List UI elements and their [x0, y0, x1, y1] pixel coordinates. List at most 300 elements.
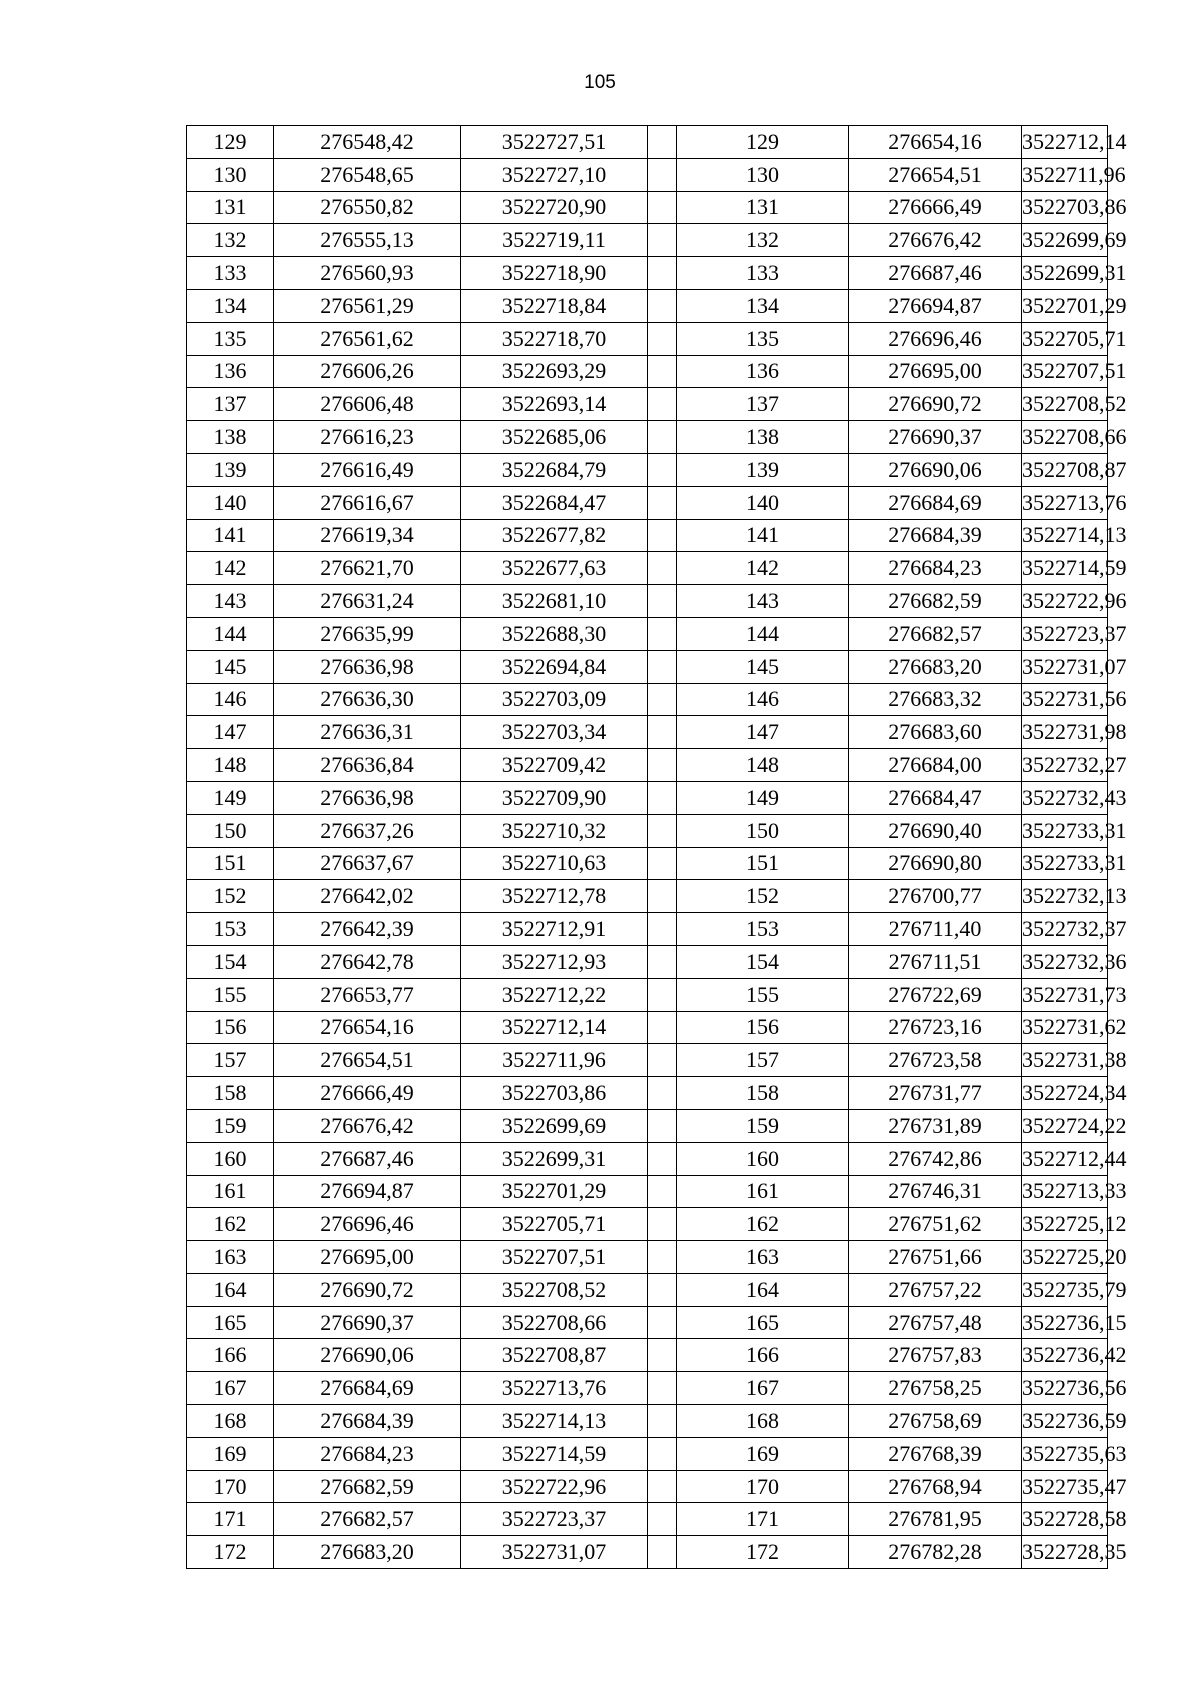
empty-spacer-cell: [648, 1273, 677, 1306]
x-coordinate-left: 276636,84: [274, 749, 461, 782]
x-coordinate-right: 276690,06: [849, 453, 1022, 486]
point-number-left: 172: [187, 1536, 274, 1569]
empty-spacer-cell: [648, 322, 677, 355]
table-row: [187, 552, 1108, 585]
y-coordinate-left: 3522714,59: [461, 1437, 648, 1470]
point-number-right: 154: [677, 945, 849, 978]
x-coordinate-right: 276723,58: [849, 1044, 1022, 1077]
x-coordinate-left: 276548,65: [274, 158, 461, 191]
table-row: [187, 1470, 1108, 1503]
empty-spacer-cell: [648, 1208, 677, 1241]
point-number-right: 168: [677, 1405, 849, 1438]
empty-spacer-cell: [648, 388, 677, 421]
y-coordinate-right: 3522732,43: [1022, 781, 1108, 814]
x-coordinate-right: 276666,49: [849, 191, 1022, 224]
y-coordinate-left: 3522688,30: [461, 617, 648, 650]
table-row: [187, 289, 1108, 322]
x-coordinate-right: 276723,16: [849, 1011, 1022, 1044]
y-coordinate-left: 3522718,70: [461, 322, 648, 355]
x-coordinate-right: 276690,80: [849, 847, 1022, 880]
point-number-right: 131: [677, 191, 849, 224]
point-number-right: 135: [677, 322, 849, 355]
x-coordinate-left: 276684,23: [274, 1437, 461, 1470]
y-coordinate-right: 3522731,38: [1022, 1044, 1108, 1077]
empty-spacer-cell: [648, 749, 677, 782]
x-coordinate-right: 276711,40: [849, 913, 1022, 946]
y-coordinate-right: 3522708,66: [1022, 421, 1108, 454]
point-number-left: 162: [187, 1208, 274, 1241]
y-coordinate-right: 3522713,33: [1022, 1175, 1108, 1208]
x-coordinate-left: 276684,69: [274, 1372, 461, 1405]
table-row: [187, 224, 1108, 257]
empty-spacer-cell: [648, 1175, 677, 1208]
y-coordinate-right: 3522705,71: [1022, 322, 1108, 355]
point-number-right: 142: [677, 552, 849, 585]
y-coordinate-right: 3522703,86: [1022, 191, 1108, 224]
y-coordinate-right: 3522732,13: [1022, 880, 1108, 913]
y-coordinate-left: 3522693,14: [461, 388, 648, 421]
empty-spacer-cell: [648, 1011, 677, 1044]
point-number-right: 151: [677, 847, 849, 880]
point-number-left: 147: [187, 716, 274, 749]
point-number-right: 137: [677, 388, 849, 421]
table-row: [187, 158, 1108, 191]
x-coordinate-left: 276654,16: [274, 1011, 461, 1044]
point-number-left: 142: [187, 552, 274, 585]
empty-spacer-cell: [648, 978, 677, 1011]
x-coordinate-left: 276676,42: [274, 1109, 461, 1142]
point-number-left: 155: [187, 978, 274, 1011]
point-number-left: 168: [187, 1405, 274, 1438]
y-coordinate-right: 3522731,73: [1022, 978, 1108, 1011]
point-number-right: 155: [677, 978, 849, 1011]
x-coordinate-right: 276684,47: [849, 781, 1022, 814]
y-coordinate-right: 3522728,35: [1022, 1536, 1108, 1569]
x-coordinate-right: 276694,87: [849, 289, 1022, 322]
point-number-right: 133: [677, 257, 849, 290]
y-coordinate-right: 3522708,52: [1022, 388, 1108, 421]
empty-spacer-cell: [648, 486, 677, 519]
x-coordinate-left: 276631,24: [274, 585, 461, 618]
y-coordinate-right: 3522736,15: [1022, 1306, 1108, 1339]
y-coordinate-left: 3522709,90: [461, 781, 648, 814]
empty-spacer-cell: [648, 1044, 677, 1077]
y-coordinate-right: 3522699,31: [1022, 257, 1108, 290]
empty-spacer-cell: [648, 1536, 677, 1569]
y-coordinate-right: 3522735,79: [1022, 1273, 1108, 1306]
y-coordinate-left: 3522710,63: [461, 847, 648, 880]
y-coordinate-right: 3522725,20: [1022, 1241, 1108, 1274]
y-coordinate-left: 3522684,79: [461, 453, 648, 486]
y-coordinate-right: 3522732,36: [1022, 945, 1108, 978]
y-coordinate-right: 3522728,58: [1022, 1503, 1108, 1536]
point-number-left: 148: [187, 749, 274, 782]
x-coordinate-right: 276751,66: [849, 1241, 1022, 1274]
table-row: [187, 1405, 1108, 1438]
point-number-right: 169: [677, 1437, 849, 1470]
table-row: [187, 453, 1108, 486]
y-coordinate-left: 3522712,78: [461, 880, 648, 913]
table-row: [187, 1273, 1108, 1306]
empty-spacer-cell: [648, 552, 677, 585]
table-row: [187, 978, 1108, 1011]
x-coordinate-left: 276636,31: [274, 716, 461, 749]
point-number-left: 134: [187, 289, 274, 322]
y-coordinate-left: 3522703,09: [461, 683, 648, 716]
y-coordinate-left: 3522718,84: [461, 289, 648, 322]
y-coordinate-right: 3522722,96: [1022, 585, 1108, 618]
table-row: [187, 1306, 1108, 1339]
empty-spacer-cell: [648, 355, 677, 388]
y-coordinate-left: 3522727,10: [461, 158, 648, 191]
y-coordinate-right: 3522707,51: [1022, 355, 1108, 388]
x-coordinate-right: 276757,22: [849, 1273, 1022, 1306]
y-coordinate-left: 3522694,84: [461, 650, 648, 683]
y-coordinate-left: 3522708,87: [461, 1339, 648, 1372]
table-row: [187, 126, 1108, 159]
y-coordinate-right: 3522733,31: [1022, 814, 1108, 847]
table-row: [187, 913, 1108, 946]
table-row: [187, 355, 1108, 388]
x-coordinate-left: 276550,82: [274, 191, 461, 224]
x-coordinate-right: 276684,00: [849, 749, 1022, 782]
point-number-right: 147: [677, 716, 849, 749]
table-row: [187, 1175, 1108, 1208]
x-coordinate-left: 276616,23: [274, 421, 461, 454]
x-coordinate-left: 276606,48: [274, 388, 461, 421]
x-coordinate-right: 276654,51: [849, 158, 1022, 191]
x-coordinate-right: 276742,86: [849, 1142, 1022, 1175]
point-number-left: 144: [187, 617, 274, 650]
table-row: [187, 191, 1108, 224]
table-row: [187, 1503, 1108, 1536]
point-number-right: 165: [677, 1306, 849, 1339]
y-coordinate-left: 3522677,82: [461, 519, 648, 552]
x-coordinate-left: 276636,98: [274, 650, 461, 683]
x-coordinate-right: 276758,69: [849, 1405, 1022, 1438]
y-coordinate-right: 3522736,59: [1022, 1405, 1108, 1438]
x-coordinate-right: 276684,23: [849, 552, 1022, 585]
x-coordinate-left: 276642,78: [274, 945, 461, 978]
x-coordinate-right: 276781,95: [849, 1503, 1022, 1536]
x-coordinate-left: 276606,26: [274, 355, 461, 388]
table-row: [187, 1437, 1108, 1470]
empty-spacer-cell: [648, 1241, 677, 1274]
y-coordinate-left: 3522705,71: [461, 1208, 648, 1241]
y-coordinate-left: 3522684,47: [461, 486, 648, 519]
empty-spacer-cell: [648, 1503, 677, 1536]
x-coordinate-right: 276751,62: [849, 1208, 1022, 1241]
point-number-right: 140: [677, 486, 849, 519]
x-coordinate-left: 276682,59: [274, 1470, 461, 1503]
y-coordinate-left: 3522712,22: [461, 978, 648, 1011]
empty-spacer-cell: [648, 847, 677, 880]
y-coordinate-left: 3522718,90: [461, 257, 648, 290]
y-coordinate-right: 3522735,63: [1022, 1437, 1108, 1470]
point-number-left: 166: [187, 1339, 274, 1372]
y-coordinate-left: 3522713,76: [461, 1372, 648, 1405]
point-number-left: 132: [187, 224, 274, 257]
point-number-right: 152: [677, 880, 849, 913]
table-row: [187, 1011, 1108, 1044]
x-coordinate-right: 276711,51: [849, 945, 1022, 978]
x-coordinate-left: 276621,70: [274, 552, 461, 585]
y-coordinate-left: 3522703,86: [461, 1077, 648, 1110]
y-coordinate-right: 3522731,56: [1022, 683, 1108, 716]
empty-spacer-cell: [648, 617, 677, 650]
point-number-right: 150: [677, 814, 849, 847]
point-number-left: 154: [187, 945, 274, 978]
x-coordinate-right: 276757,83: [849, 1339, 1022, 1372]
x-coordinate-left: 276636,30: [274, 683, 461, 716]
table-row: [187, 1109, 1108, 1142]
y-coordinate-left: 3522707,51: [461, 1241, 648, 1274]
y-coordinate-right: 3522714,59: [1022, 552, 1108, 585]
point-number-left: 146: [187, 683, 274, 716]
point-number-right: 166: [677, 1339, 849, 1372]
empty-spacer-cell: [648, 191, 677, 224]
empty-spacer-cell: [648, 1109, 677, 1142]
table-row: [187, 1241, 1108, 1274]
x-coordinate-right: 276768,94: [849, 1470, 1022, 1503]
empty-spacer-cell: [648, 1077, 677, 1110]
table-row: [187, 1208, 1108, 1241]
table-row: [187, 1339, 1108, 1372]
point-number-right: 129: [677, 126, 849, 159]
point-number-left: 171: [187, 1503, 274, 1536]
empty-spacer-cell: [648, 453, 677, 486]
point-number-right: 171: [677, 1503, 849, 1536]
x-coordinate-right: 276687,46: [849, 257, 1022, 290]
point-number-right: 139: [677, 453, 849, 486]
table-row: [187, 421, 1108, 454]
point-number-right: 132: [677, 224, 849, 257]
x-coordinate-right: 276682,57: [849, 617, 1022, 650]
x-coordinate-left: 276555,13: [274, 224, 461, 257]
point-number-left: 150: [187, 814, 274, 847]
point-number-left: 151: [187, 847, 274, 880]
empty-spacer-cell: [648, 880, 677, 913]
x-coordinate-right: 276690,37: [849, 421, 1022, 454]
empty-spacer-cell: [648, 257, 677, 290]
point-number-right: 164: [677, 1273, 849, 1306]
x-coordinate-right: 276682,59: [849, 585, 1022, 618]
point-number-left: 159: [187, 1109, 274, 1142]
table-row: [187, 945, 1108, 978]
x-coordinate-left: 276637,26: [274, 814, 461, 847]
point-number-right: 134: [677, 289, 849, 322]
empty-spacer-cell: [648, 945, 677, 978]
empty-spacer-cell: [648, 781, 677, 814]
point-number-right: 143: [677, 585, 849, 618]
point-number-right: 157: [677, 1044, 849, 1077]
x-coordinate-left: 276637,67: [274, 847, 461, 880]
y-coordinate-left: 3522720,90: [461, 191, 648, 224]
x-coordinate-right: 276768,39: [849, 1437, 1022, 1470]
y-coordinate-right: 3522725,12: [1022, 1208, 1108, 1241]
point-number-right: 167: [677, 1372, 849, 1405]
empty-spacer-cell: [648, 585, 677, 618]
point-number-right: 149: [677, 781, 849, 814]
point-number-right: 170: [677, 1470, 849, 1503]
empty-spacer-cell: [648, 1405, 677, 1438]
x-coordinate-right: 276683,32: [849, 683, 1022, 716]
point-number-right: 138: [677, 421, 849, 454]
point-number-left: 139: [187, 453, 274, 486]
y-coordinate-left: 3522714,13: [461, 1405, 648, 1438]
y-coordinate-right: 3522723,37: [1022, 617, 1108, 650]
y-coordinate-left: 3522710,32: [461, 814, 648, 847]
table-row: [187, 585, 1108, 618]
x-coordinate-left: 276616,49: [274, 453, 461, 486]
point-number-right: 130: [677, 158, 849, 191]
point-number-right: 163: [677, 1241, 849, 1274]
x-coordinate-left: 276561,62: [274, 322, 461, 355]
y-coordinate-left: 3522699,69: [461, 1109, 648, 1142]
y-coordinate-right: 3522701,29: [1022, 289, 1108, 322]
y-coordinate-right: 3522724,22: [1022, 1109, 1108, 1142]
x-coordinate-left: 276616,67: [274, 486, 461, 519]
x-coordinate-left: 276642,02: [274, 880, 461, 913]
y-coordinate-left: 3522701,29: [461, 1175, 648, 1208]
x-coordinate-right: 276782,28: [849, 1536, 1022, 1569]
empty-spacer-cell: [648, 519, 677, 552]
coordinates-table: [186, 125, 1127, 1569]
point-number-left: 138: [187, 421, 274, 454]
x-coordinate-right: 276722,69: [849, 978, 1022, 1011]
empty-spacer-cell: [648, 814, 677, 847]
page-number: 105: [584, 72, 616, 93]
empty-spacer-cell: [648, 421, 677, 454]
empty-spacer-cell: [648, 289, 677, 322]
y-coordinate-left: 3522712,14: [461, 1011, 648, 1044]
y-coordinate-right: 3522713,76: [1022, 486, 1108, 519]
point-number-right: 162: [677, 1208, 849, 1241]
x-coordinate-right: 276690,40: [849, 814, 1022, 847]
y-coordinate-right: 3522735,47: [1022, 1470, 1108, 1503]
point-number-left: 133: [187, 257, 274, 290]
y-coordinate-right: 3522732,27: [1022, 749, 1108, 782]
empty-spacer-cell: [648, 1470, 677, 1503]
y-coordinate-right: 3522736,42: [1022, 1339, 1108, 1372]
y-coordinate-right: 3522731,98: [1022, 716, 1108, 749]
y-coordinate-right: 3522731,62: [1022, 1011, 1108, 1044]
point-number-right: 156: [677, 1011, 849, 1044]
y-coordinate-left: 3522712,91: [461, 913, 648, 946]
x-coordinate-left: 276636,98: [274, 781, 461, 814]
empty-spacer-cell: [648, 716, 677, 749]
y-coordinate-right: 3522712,44: [1022, 1142, 1108, 1175]
x-coordinate-right: 276758,25: [849, 1372, 1022, 1405]
point-number-left: 129: [187, 126, 274, 159]
x-coordinate-left: 276666,49: [274, 1077, 461, 1110]
y-coordinate-left: 3522708,52: [461, 1273, 648, 1306]
empty-spacer-cell: [648, 1306, 677, 1339]
y-coordinate-left: 3522731,07: [461, 1536, 648, 1569]
y-coordinate-left: 3522723,37: [461, 1503, 648, 1536]
table-row: [187, 1536, 1108, 1569]
empty-spacer-cell: [648, 650, 677, 683]
point-number-left: 152: [187, 880, 274, 913]
x-coordinate-right: 276654,16: [849, 126, 1022, 159]
y-coordinate-left: 3522693,29: [461, 355, 648, 388]
point-number-left: 131: [187, 191, 274, 224]
x-coordinate-right: 276695,00: [849, 355, 1022, 388]
point-number-left: 161: [187, 1175, 274, 1208]
x-coordinate-left: 276642,39: [274, 913, 461, 946]
point-number-left: 135: [187, 322, 274, 355]
y-coordinate-left: 3522677,63: [461, 552, 648, 585]
x-coordinate-right: 276757,48: [849, 1306, 1022, 1339]
empty-spacer-cell: [648, 1437, 677, 1470]
y-coordinate-right: 3522732,37: [1022, 913, 1108, 946]
point-number-left: 169: [187, 1437, 274, 1470]
x-coordinate-right: 276683,20: [849, 650, 1022, 683]
table-row: [187, 650, 1108, 683]
point-number-right: 153: [677, 913, 849, 946]
y-coordinate-left: 3522712,93: [461, 945, 648, 978]
point-number-right: 161: [677, 1175, 849, 1208]
x-coordinate-left: 276684,39: [274, 1405, 461, 1438]
empty-spacer-cell: [648, 224, 677, 257]
table-row: [187, 716, 1108, 749]
table-row: [187, 749, 1108, 782]
y-coordinate-right: 3522712,14: [1022, 126, 1108, 159]
x-coordinate-left: 276561,29: [274, 289, 461, 322]
point-number-left: 156: [187, 1011, 274, 1044]
x-coordinate-left: 276694,87: [274, 1175, 461, 1208]
x-coordinate-left: 276635,99: [274, 617, 461, 650]
y-coordinate-left: 3522708,66: [461, 1306, 648, 1339]
y-coordinate-left: 3522722,96: [461, 1470, 648, 1503]
x-coordinate-right: 276684,39: [849, 519, 1022, 552]
table-row: [187, 1142, 1108, 1175]
x-coordinate-right: 276731,89: [849, 1109, 1022, 1142]
x-coordinate-right: 276731,77: [849, 1077, 1022, 1110]
point-number-left: 149: [187, 781, 274, 814]
x-coordinate-left: 276696,46: [274, 1208, 461, 1241]
point-number-left: 141: [187, 519, 274, 552]
x-coordinate-right: 276690,72: [849, 388, 1022, 421]
y-coordinate-right: 3522733,31: [1022, 847, 1108, 880]
point-number-right: 160: [677, 1142, 849, 1175]
point-number-left: 160: [187, 1142, 274, 1175]
table-row: [187, 1077, 1108, 1110]
point-number-left: 153: [187, 913, 274, 946]
table-row: [187, 519, 1108, 552]
x-coordinate-left: 276690,72: [274, 1273, 461, 1306]
point-number-left: 145: [187, 650, 274, 683]
x-coordinate-right: 276700,77: [849, 880, 1022, 913]
y-coordinate-left: 3522719,11: [461, 224, 648, 257]
x-coordinate-right: 276746,31: [849, 1175, 1022, 1208]
x-coordinate-left: 276653,77: [274, 978, 461, 1011]
table-row: [187, 683, 1108, 716]
x-coordinate-left: 276682,57: [274, 1503, 461, 1536]
table-row: [187, 486, 1108, 519]
y-coordinate-left: 3522727,51: [461, 126, 648, 159]
table-row: [187, 781, 1108, 814]
point-number-right: 172: [677, 1536, 849, 1569]
x-coordinate-left: 276654,51: [274, 1044, 461, 1077]
point-number-left: 130: [187, 158, 274, 191]
y-coordinate-right: 3522699,69: [1022, 224, 1108, 257]
empty-spacer-cell: [648, 683, 677, 716]
y-coordinate-left: 3522709,42: [461, 749, 648, 782]
point-number-right: 144: [677, 617, 849, 650]
x-coordinate-left: 276687,46: [274, 1142, 461, 1175]
x-coordinate-left: 276690,37: [274, 1306, 461, 1339]
